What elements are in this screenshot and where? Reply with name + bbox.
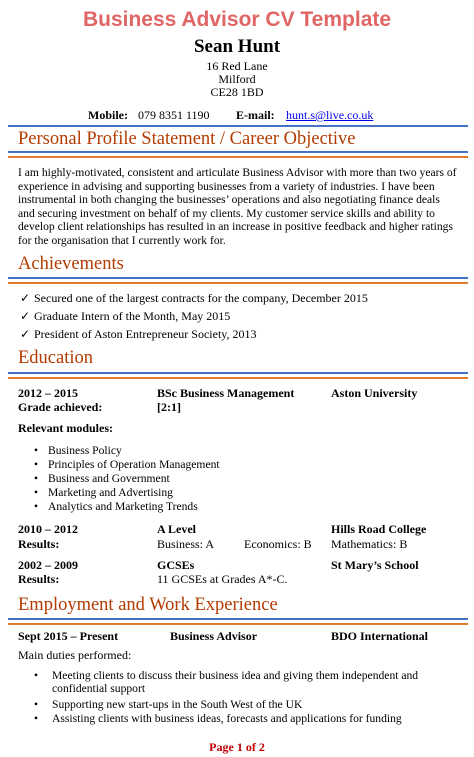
module-item: • Business Policy — [34, 444, 122, 457]
mobile-number: 079 8351 1190 — [138, 108, 210, 122]
module-item: • Marketing and Advertising — [34, 486, 173, 499]
edu3-institution: St Mary’s School — [331, 558, 419, 572]
divider-orange — [8, 282, 468, 284]
divider-blue — [8, 372, 468, 374]
edu1-course: BSc Business Management — [157, 386, 295, 400]
divider-blue — [8, 618, 468, 620]
check-icon: ✓ — [20, 327, 31, 341]
edu1-dates: 2012 – 2015 — [18, 386, 78, 400]
email-label: E-mail: — [236, 108, 275, 122]
divider-orange — [8, 623, 468, 625]
modules-label: Relevant modules: — [18, 421, 113, 435]
module-item: • Business and Government — [34, 472, 170, 485]
duty-item: • Assisting clients with business ideas, forecasts and applications for funding — [34, 712, 402, 725]
module-item: • Principles of Operation Management — [34, 458, 220, 471]
check-icon: ✓ — [20, 291, 31, 305]
edu1-institution: Aston University — [331, 386, 418, 400]
edu2-course: A Level — [157, 522, 196, 536]
edu3-results-label: Results: — [18, 572, 60, 586]
profile-text: I am highly-motivated, consistent and articulate Business Advisor with more than two years of experience in advising and supporting businesses from a variety of industries. I have been instrumental in both changing the businesses’ operations and also negotiating finance deals and securing investment on behalf of my clients. My customer service skills and ability to develop client relationships has resulted in an increase in positive feedback and higher ratings for the organisation that I currently work for. — [18, 166, 457, 247]
divider-blue — [8, 151, 468, 153]
module-item: • Analytics and Marketing Trends — [34, 500, 198, 513]
address-line-1: 16 Red Lane — [206, 59, 268, 73]
achievement-item: ✓ Graduate Intern of the Month, May 2015 — [20, 309, 231, 323]
page-title: Business Advisor CV Template — [82, 8, 392, 31]
duty-item: • Supporting new start-ups in the South West of the UK — [34, 698, 303, 711]
job-employer: BDO International — [331, 629, 429, 643]
employment-heading: Employment and Work Experience — [18, 595, 278, 615]
candidate-name: Sean Hunt — [193, 36, 281, 57]
divider-orange — [8, 377, 468, 379]
edu2-institution: Hills Road College — [331, 522, 427, 536]
edu2-results-label: Results: — [18, 537, 60, 551]
edu1-grade-label: Grade achieved: — [18, 400, 103, 414]
edu2-result-business: Business: A — [157, 537, 215, 551]
check-icon: ✓ — [20, 309, 31, 323]
achievement-item: ✓ Secured one of the largest contracts for the company, December 2015 — [20, 291, 368, 305]
page-footer: Page 1 of 2 — [209, 740, 265, 754]
job-role: Business Advisor — [170, 629, 258, 643]
education-heading: Education — [18, 348, 94, 368]
address-line-2: Milford — [218, 72, 256, 86]
edu3-result: 11 GCSEs at Grades A*-C. — [157, 572, 288, 586]
edu3-course: GCSEs — [157, 558, 195, 572]
address-line-3: CE28 1BD — [210, 85, 264, 99]
divider-top — [8, 125, 468, 127]
achievement-item: ✓ President of Aston Entrepreneur Society, 2013 — [20, 327, 257, 341]
email-link[interactable]: hunt.s@live.co.uk — [286, 108, 374, 122]
achievements-heading: Achievements — [18, 254, 124, 274]
duty-item: • Meeting clients to discuss their business idea and giving them independent and confidential support — [34, 669, 419, 696]
profile-heading: Personal Profile Statement / Career Objective — [18, 129, 356, 149]
mobile-label: Mobile: — [88, 108, 128, 122]
job-dates: Sept 2015 – Present — [18, 629, 119, 643]
edu2-result-maths: Mathematics: B — [331, 537, 408, 551]
edu2-dates: 2010 – 2012 — [18, 522, 78, 536]
divider-orange — [8, 156, 468, 158]
edu3-dates: 2002 – 2009 — [18, 558, 78, 572]
divider-blue — [8, 277, 468, 279]
duties-label: Main duties performed: — [18, 648, 132, 662]
edu2-result-economics: Economics: B — [244, 537, 312, 551]
edu1-grade: [2:1] — [157, 400, 181, 414]
